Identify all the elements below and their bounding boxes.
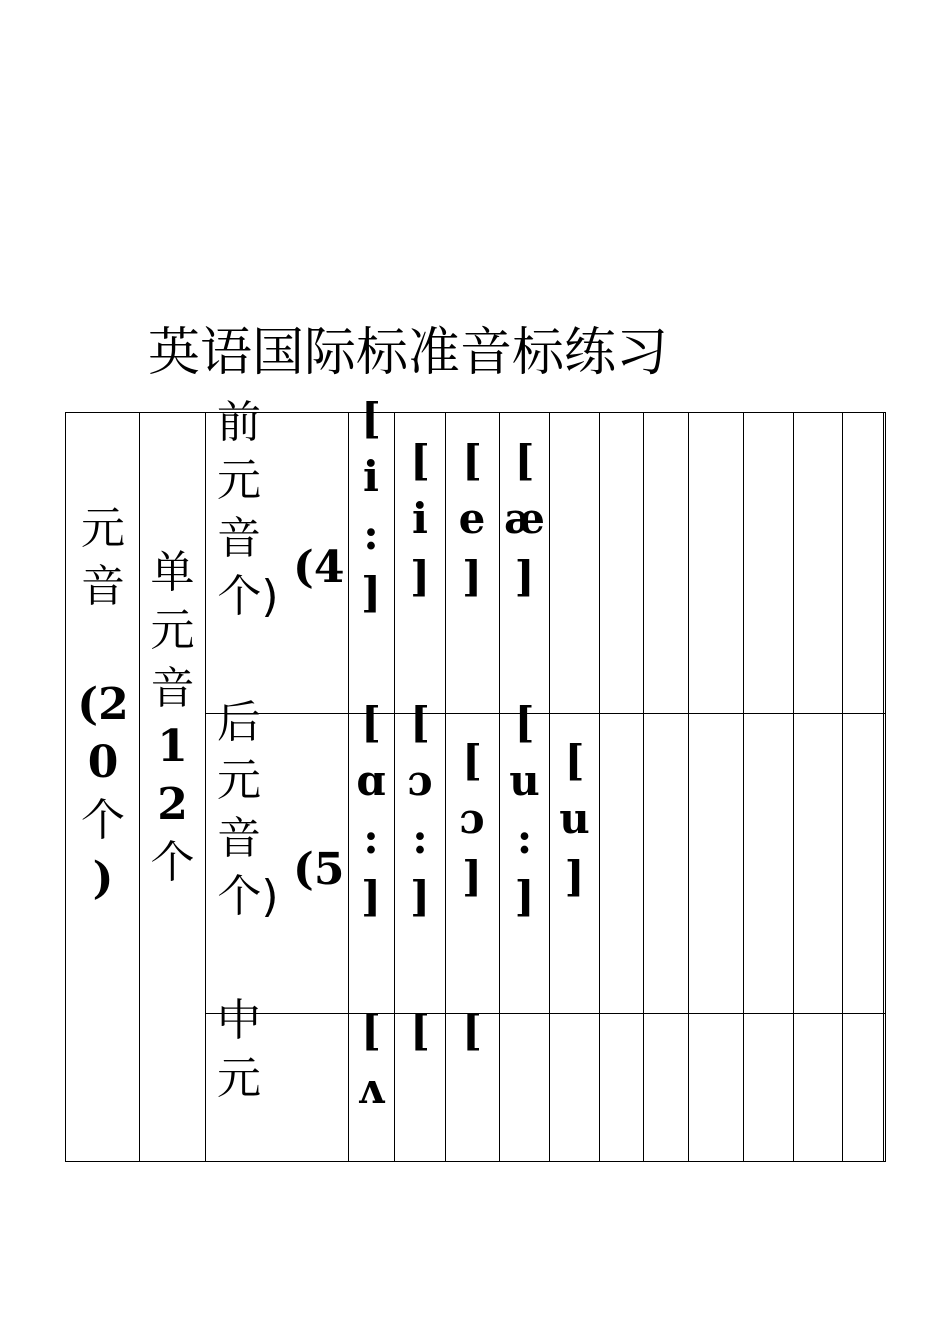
col-divider: [688, 412, 689, 1162]
phoneme-char: [: [514, 698, 535, 747]
front-vowel-char: 音: [217, 513, 261, 564]
phoneme-char: [: [361, 1006, 381, 1055]
monophthong-label-char: 个: [150, 837, 195, 888]
col-divider: [883, 412, 884, 1162]
phoneme-char: [: [462, 736, 482, 785]
front-vowel-label: [211, 394, 279, 626]
phoneme-char: :: [412, 814, 428, 863]
central-vowel-label: [211, 992, 267, 1108]
back-vowel-label: [211, 694, 279, 926]
phoneme-char: ]: [564, 852, 585, 901]
back-vowel-count: (5: [293, 844, 345, 895]
table-border-right: [885, 412, 886, 1162]
phoneme-char: [: [361, 394, 381, 443]
vowel-label-char: 个: [81, 795, 125, 846]
phoneme-char: i: [363, 452, 379, 501]
col-divider: [599, 412, 600, 1162]
row-divider: [205, 1013, 885, 1014]
phoneme-char: [: [361, 698, 381, 747]
phoneme-char: :: [363, 814, 379, 863]
phonetics-table: [65, 394, 886, 1162]
monophthong-label-count: 1: [157, 721, 188, 772]
back-vowel-char: 个): [217, 871, 279, 922]
front-vowel-count: (4: [293, 542, 345, 593]
col-divider: [793, 412, 794, 1162]
phoneme-char: ɔ: [459, 794, 485, 843]
monophthong-label-char: 音: [150, 663, 195, 714]
central-vowel-char: 中: [217, 995, 261, 1046]
back-vowel-char: 元: [217, 755, 261, 806]
phoneme-char: u: [509, 756, 540, 805]
phoneme-char: u: [559, 794, 590, 843]
phoneme-char: e: [458, 494, 486, 543]
phoneme-i-long: [349, 390, 393, 622]
back-vowel-char: 后: [217, 697, 261, 748]
phoneme-partial: [446, 1002, 498, 1060]
phoneme-char: ]: [514, 552, 535, 601]
vowel-label-count: (2: [77, 679, 129, 730]
monophthong-label-char: 元: [150, 605, 195, 656]
phoneme-char: [: [514, 436, 535, 485]
phoneme-i-short: [395, 432, 445, 606]
phoneme-char: [: [410, 1006, 430, 1055]
page-title: 英语国际标准音标练习: [148, 323, 669, 383]
table-border-bottom: [65, 1161, 886, 1162]
central-vowel-char: 元: [217, 1053, 261, 1104]
col-divider: [743, 412, 744, 1162]
phoneme-char: ]: [462, 552, 482, 601]
table-border-top: [65, 412, 886, 413]
vowel-label-count: 0: [87, 737, 119, 788]
front-vowel-char: 前: [217, 397, 261, 448]
table-border-left: [65, 412, 66, 1162]
phoneme-char: [: [462, 1006, 482, 1055]
phoneme-caret: [349, 1002, 393, 1118]
phoneme-char: [: [564, 736, 585, 785]
phoneme-char: ɑ: [356, 756, 386, 805]
back-vowel-char: 音: [217, 813, 261, 864]
phoneme-char: ]: [410, 552, 430, 601]
phoneme-partial: [395, 1002, 445, 1060]
phoneme-char: ]: [514, 872, 535, 921]
phoneme-o-long: [395, 694, 445, 926]
phoneme-char: :: [516, 814, 533, 863]
front-vowel-char: 个): [217, 571, 279, 622]
vowel-label-count: ): [92, 853, 114, 904]
phoneme-u-short: [550, 732, 599, 906]
vowel-label: [67, 500, 139, 908]
phoneme-char: æ: [504, 494, 545, 543]
phoneme-char: ʌ: [357, 1064, 385, 1113]
monophthong-label-char: 单: [150, 547, 195, 598]
phoneme-char: i: [412, 494, 428, 543]
phoneme-char: [: [462, 436, 482, 485]
phoneme-a-long: [349, 694, 393, 926]
phoneme-o-short: [446, 732, 498, 906]
monophthong-label-count: 2: [157, 779, 188, 830]
phoneme-char: ɔ: [407, 756, 433, 805]
phoneme-e: [446, 432, 498, 606]
col-divider: [643, 412, 644, 1162]
vowel-label-char: 音: [81, 561, 125, 612]
phoneme-char: [: [410, 698, 430, 747]
vowel-label-char: 元: [81, 503, 125, 554]
phoneme-char: [: [410, 436, 430, 485]
col-divider: [205, 412, 206, 1162]
phoneme-char: ]: [361, 568, 381, 617]
phoneme-char: ]: [361, 872, 381, 921]
phoneme-char: ]: [410, 872, 430, 921]
phoneme-u-long: [500, 694, 549, 926]
phoneme-char: :: [363, 510, 379, 559]
front-vowel-char: 元: [217, 455, 261, 506]
col-divider: [842, 412, 843, 1162]
monophthong-label: [140, 544, 205, 892]
phoneme-ae: [500, 432, 549, 606]
phoneme-char: ]: [462, 852, 482, 901]
